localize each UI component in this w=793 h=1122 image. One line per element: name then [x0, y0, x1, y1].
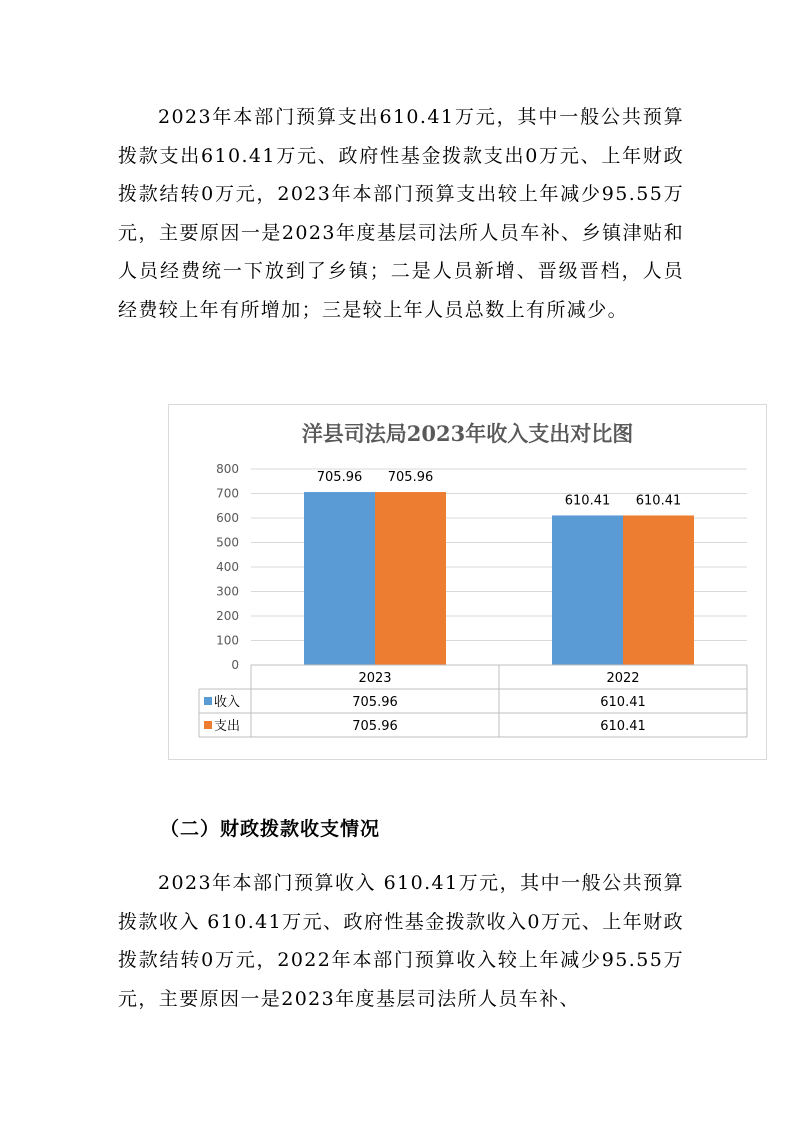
y-tick-label: 0	[231, 658, 239, 672]
data-label: 610.41	[635, 493, 682, 509]
paragraph-budget-expenditure: 2023年本部门预算支出610.41万元，其中一般公共预算拨款支出610.41万元、政府性基金拨款支出0万元、上年财政拨款结转0万元，2023年本部门预算支出较上年减少95.55万元，主要原因一是2023年度基层司法所人员车补、乡镇津贴和人员经费统一下放到了乡镇；二是人员新增、晋级晋档，人员经费较上年有所增加；三是较上年人员总数上有所减少。	[118, 106, 684, 321]
y-tick-label: 800	[216, 462, 239, 476]
table-cell: 705.96	[352, 695, 398, 710]
table-cell: 610.41	[600, 695, 646, 710]
y-tick-label: 200	[216, 609, 239, 623]
bar-收入-2022	[552, 515, 623, 665]
data-label: 705.96	[316, 470, 363, 486]
y-tick-label: 500	[216, 535, 239, 550]
y-tick-label: 100	[216, 633, 239, 648]
chart-title: 洋县司法局2023年收入支出对比图	[301, 421, 634, 446]
y-tick-label: 300	[216, 584, 239, 599]
bar-收入-2023	[304, 492, 375, 665]
x-category-label: 2022	[606, 671, 640, 686]
y-tick-label: 400	[216, 560, 239, 574]
legend-label: 收入	[214, 695, 241, 710]
bar-支出-2022	[623, 515, 694, 665]
section-heading: （二）财政拨款收支情况	[160, 818, 381, 840]
table-cell: 705.96	[352, 719, 398, 734]
y-tick-label: 600	[216, 511, 239, 525]
y-tick-label: 700	[216, 486, 239, 501]
income-expense-chart	[168, 404, 767, 760]
table-cell: 610.41	[600, 719, 646, 734]
legend-label: 支出	[214, 719, 241, 734]
data-label: 610.41	[564, 493, 611, 509]
legend-key-支出	[204, 721, 212, 729]
x-category-label: 2023	[358, 671, 392, 686]
chart-canvas	[169, 405, 766, 759]
data-label: 705.96	[387, 470, 434, 486]
legend-key-收入	[204, 697, 212, 705]
paragraph-budget-income: 2023年本部门预算收入 610.41万元，其中一般公共预算拨款收入 610.41万元、政府性基金拨款收入0万元、上年财政拨款结转0万元，2022年本部门预算收入较上年减少95.55万元，主要原因一是2023年度基层司法所人员车补、	[118, 872, 684, 1010]
bar-支出-2023	[375, 492, 446, 665]
